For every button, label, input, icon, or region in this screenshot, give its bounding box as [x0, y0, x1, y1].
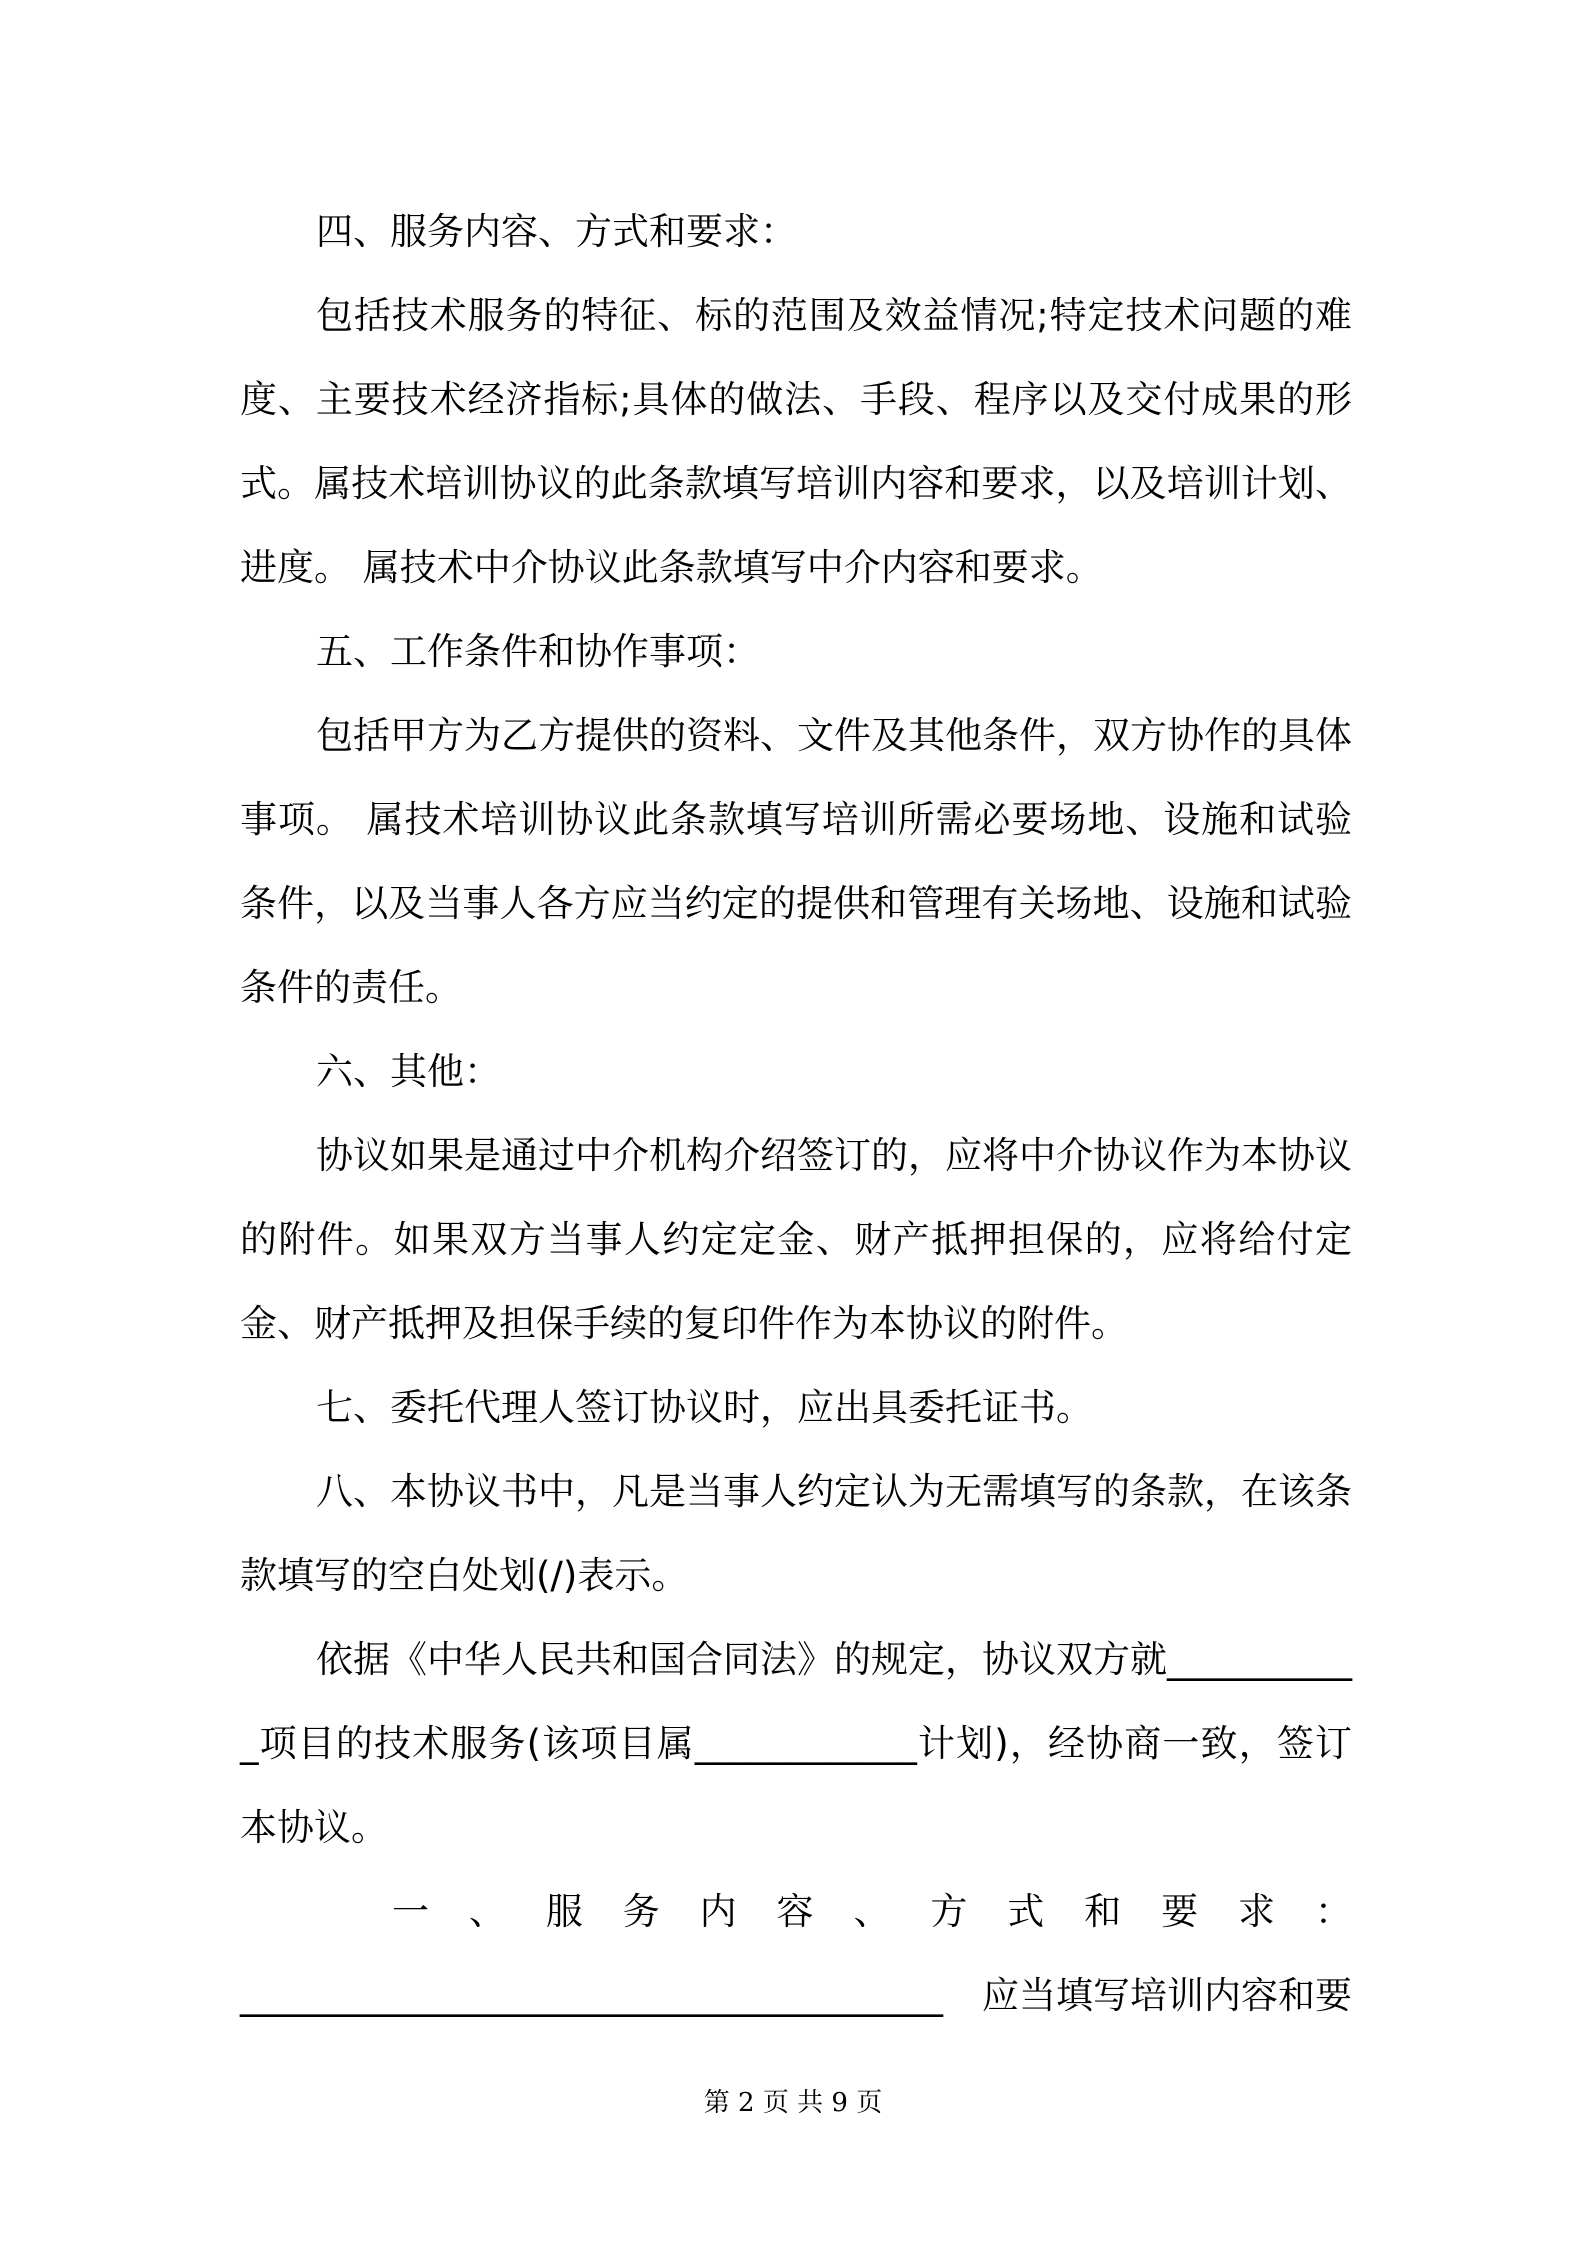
article-one-body [240, 1954, 1352, 2038]
heading-char: 求 [1237, 1890, 1275, 1933]
heading-char: 方 [930, 1890, 968, 1933]
document-body [240, 190, 1352, 2038]
section-six-heading: 六、其他： [316, 1050, 501, 1093]
section-four-body: 包括技术服务的特征、标的范围及效益情况;特定技术问题的难度、主要技术经济指标;具体的做法、手段、程序以及交付成果的形式。属技术培训协议的此条款填写培训内容和要求，以及培训计划、进度。 属技术中介协议此条款填写中介内容和要求。 [240, 294, 1352, 589]
agreement-preamble: 依据《中华人民共和国合同法》的规定，协议双方就___________项目的技术服务(该项目属____________计划)，经协商一致，签订本协议。 [240, 1638, 1352, 1849]
heading-char: ： [1314, 1890, 1352, 1933]
heading-char: 一 [392, 1890, 429, 1933]
article-one-body-text: 应当填写培训内容和要 [982, 1974, 1352, 2017]
heading-char: 、 [853, 1890, 891, 1933]
section-five-heading: 五、工作条件和协作事项： [316, 630, 760, 673]
heading-char: 要 [1161, 1890, 1199, 1933]
section-four-heading: 四、服务内容、方式和要求： [316, 210, 797, 253]
page-number-footer: 第 2 页 共 9 页 [703, 2088, 883, 2118]
section-seven: 七、委托代理人签订协议时，应出具委托证书。 [316, 1386, 1093, 1429]
section-five-body: 包括甲方为乙方提供的资料、文件及其他条件，双方协作的具体事项。 属技术培训协议此条款填写培训所需必要场地、设施和试验条件，以及当事人各方应当约定的提供和管理有关场地、设施和试验条件的责任。 [240, 714, 1352, 1009]
section-eight: 八、本协议书中，凡是当事人约定认为无需填写的条款，在该条款填写的空白处划(/)表示。 [240, 1470, 1352, 1597]
heading-char: 服 [545, 1890, 583, 1933]
heading-char: 和 [1084, 1890, 1122, 1933]
heading-char: 容 [776, 1890, 814, 1933]
heading-char: 内 [699, 1890, 737, 1933]
article-one-heading [240, 1870, 1352, 1954]
article-one-heading-chars [240, 1870, 1352, 1954]
heading-char: 务 [622, 1890, 660, 1933]
fill-in-blank: ______________________________________ [240, 1974, 943, 2017]
article-one-body-row [240, 1954, 1352, 2038]
heading-char: 式 [1007, 1890, 1045, 1933]
section-six-body: 协议如果是通过中介机构介绍签订的，应将中介协议作为本协议的附件。如果双方当事人约定定金、财产抵押担保的，应将给付定金、财产抵押及担保手续的复印件作为本协议的附件。 [240, 1134, 1352, 1345]
heading-char: 、 [468, 1890, 506, 1933]
